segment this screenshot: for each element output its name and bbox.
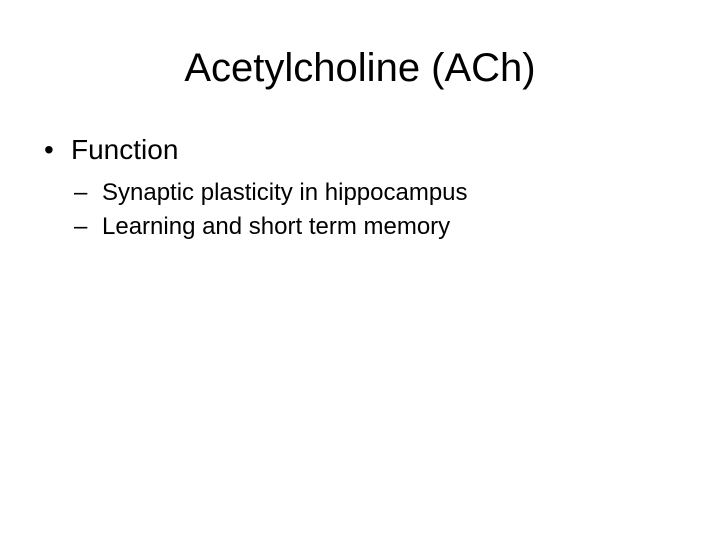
bullet-function bbox=[44, 130, 684, 170]
sub-bullet-marker: – bbox=[74, 179, 88, 206]
bullet-text: Function bbox=[71, 134, 179, 165]
bullet-marker: • bbox=[44, 134, 54, 165]
sub-bullet-synaptic-plasticity bbox=[44, 176, 684, 210]
sub-bullet-learning-memory bbox=[44, 210, 684, 244]
sub-bullet-text: Synaptic plasticity in hippocampus bbox=[102, 179, 468, 206]
sub-bullet-text: Learning and short term memory bbox=[102, 213, 451, 240]
slide-title: Acetylcholine (ACh) bbox=[184, 46, 536, 90]
sub-bullet-marker: – bbox=[74, 213, 88, 240]
slide-body bbox=[44, 130, 684, 244]
sub-bullet-list bbox=[44, 176, 684, 244]
